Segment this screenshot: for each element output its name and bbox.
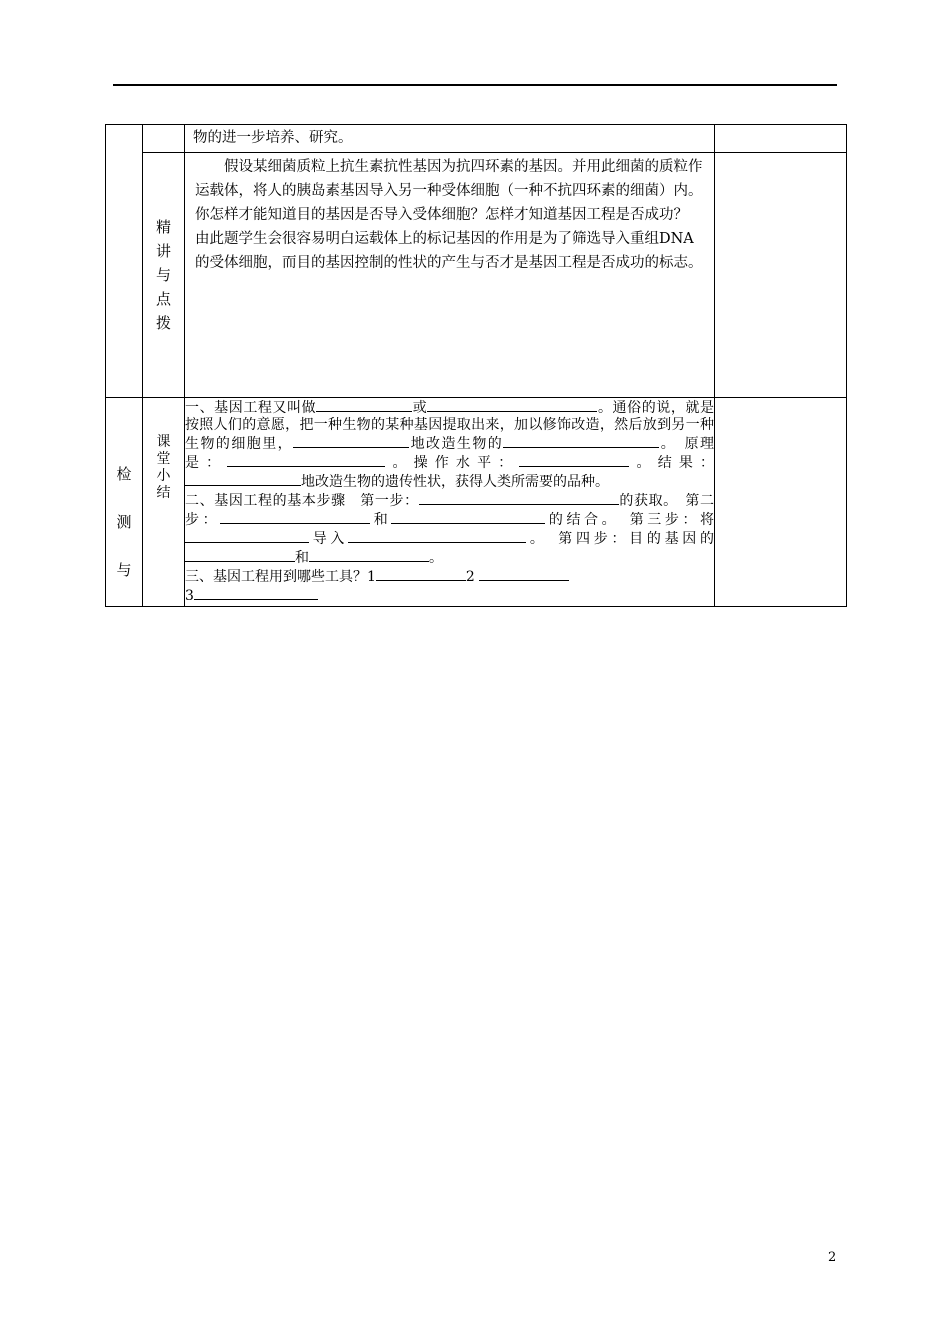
- blank-field[interactable]: [391, 510, 545, 524]
- empty-cell: [143, 125, 185, 153]
- blank-field[interactable]: [309, 548, 429, 562]
- lesson-table-bottom: [105, 397, 847, 607]
- blank-field[interactable]: [503, 434, 539, 448]
- blank-field[interactable]: [194, 586, 318, 600]
- blank-field[interactable]: [227, 453, 385, 467]
- table-row: [106, 153, 847, 398]
- blank-field[interactable]: [220, 510, 370, 524]
- summary-cell: [185, 398, 715, 607]
- continuation-text: 物的进一步培养、研究。: [185, 125, 715, 153]
- table-row: [106, 398, 847, 607]
- blank-field[interactable]: [479, 567, 569, 581]
- blank-field[interactable]: [427, 398, 597, 412]
- header-rule: [113, 84, 837, 86]
- empty-cell: [106, 125, 143, 398]
- blank-field[interactable]: [293, 434, 409, 448]
- empty-cell: [715, 153, 847, 398]
- section-label-ketang: 课 堂 小 结: [143, 398, 185, 607]
- explanation-cell: [185, 153, 715, 398]
- blank-field[interactable]: [348, 529, 526, 543]
- empty-cell: [715, 398, 847, 607]
- table-row: [106, 125, 847, 153]
- blank-field[interactable]: [185, 548, 295, 562]
- blank-field[interactable]: [376, 567, 466, 581]
- section-label-jiance: 检 测 与: [106, 398, 143, 607]
- blank-field[interactable]: [185, 472, 301, 486]
- empty-cell: [715, 125, 847, 153]
- question-1: 一、基因工程又叫做 或 。通俗的说，就是按照人们的意愿，把一种生物的某种基因提取出来，加以修饰改造，然后放到另一种生物的细胞里， 地改造生物的 。 原理是： 。操作水平： 。结果：地改造生物的遗传性状，获得人类所需要的品种。: [185, 400, 715, 490]
- question-2: 二、基因工程的基本步骤 第一步： 的获取。 第二步： 和 的结合。 第三步：将导入 。 第四步：目的基因的和 。: [185, 493, 715, 566]
- explanation-paragraph: 假设某细菌质粒上抗生素抗性基因为抗四环素的基因。并用此细菌的质粒作运载体，将人的胰岛素基因导入另一种受体细胞（一种不抗四环素的细菌）内。你怎样才能知道目的基因是否导入受体细胞？怎样才知道基因工程是否成功？ 由此题学生会很容易明白运载体上的标记基因的作用是为了筛选导入重组DNA的受体细胞，而目的基因控制的性状的产生与否才是基因工程是否成功的标志。: [195, 159, 703, 271]
- blank-field[interactable]: [519, 453, 629, 467]
- blank-field[interactable]: [185, 529, 309, 543]
- page-number: 2: [828, 1250, 837, 1265]
- section-label-jingjiang: 精 讲 与 点 拨: [143, 153, 185, 398]
- blank-field[interactable]: [539, 434, 659, 448]
- blank-field[interactable]: [316, 398, 412, 412]
- blank-field[interactable]: [419, 491, 619, 505]
- lesson-table-top: [105, 124, 847, 398]
- question-3: 三、基因工程用到哪些工具？1 2 3: [185, 567, 714, 605]
